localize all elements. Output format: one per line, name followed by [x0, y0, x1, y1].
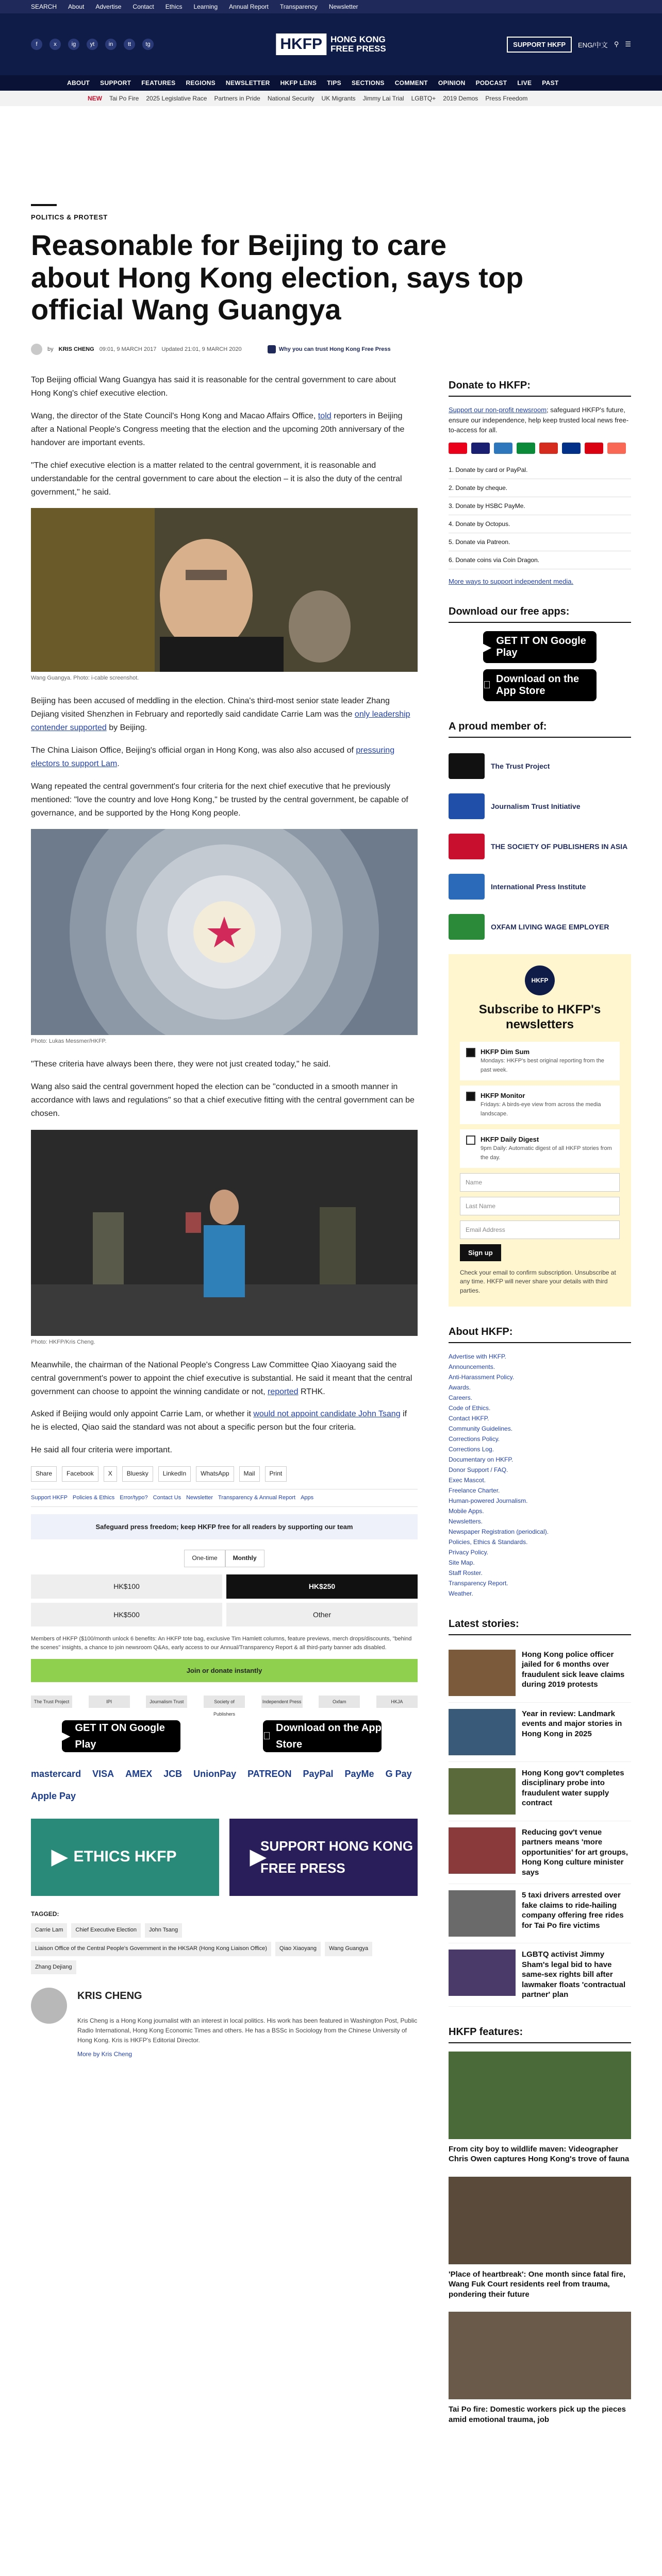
paypal-icon [562, 443, 581, 454]
menu-icon[interactable]: ☰ [625, 40, 631, 48]
promo-banners [31, 1819, 418, 1896]
payment-icons [449, 443, 631, 454]
about-link[interactable]: Donor Support / FAQ. [449, 1466, 508, 1473]
utility-link[interactable]: Annual Report [229, 3, 269, 10]
policy-link[interactable]: Support HKFP [31, 1494, 68, 1501]
member-item[interactable] [449, 867, 631, 907]
latest-story[interactable] [449, 1762, 631, 1821]
member-item[interactable] [449, 907, 631, 947]
newsletter-checkbox[interactable] [466, 1092, 475, 1101]
paragraph: Meanwhile, the chairman of the National People's Congress Law Committee Qiao Xiaoyang said the central government's power to appoint the chief executive is substantial. He said it meant that the central government can choose to appoint the winning candidate or not, reported RTHK. [31, 1360, 412, 1396]
share-button[interactable]: LinkedIn [158, 1466, 191, 1481]
amount-option[interactable]: HK$100 [31, 1574, 222, 1599]
feature-image[interactable] [449, 2052, 631, 2139]
trending-link[interactable]: Press Freedom [485, 95, 528, 102]
about-link[interactable]: Contact HKFP. [449, 1414, 489, 1422]
policy-link[interactable]: Contact Us [153, 1494, 181, 1501]
x-icon[interactable]: x [49, 39, 61, 50]
newsletter-checkbox[interactable] [466, 1048, 475, 1057]
newsletter-name: HKFP Monitor [481, 1091, 525, 1099]
policy-link[interactable]: Policies & Ethics [72, 1494, 115, 1501]
donate-lead-link[interactable]: Support our non-profit newsroom [449, 406, 547, 414]
member-name: International Press Institute [491, 883, 586, 891]
amount-option[interactable]: Other [226, 1603, 418, 1627]
latest-stories [449, 1643, 631, 2007]
paragraph: Beijing has been accused of meddling in the election. China's third-most senior state leader Zhang Dejiang visited Shenzhen in February and reportedly said candidate Carrie Lam was the only leadership contender supported by Beijing. [31, 697, 410, 733]
latest-story[interactable] [449, 1703, 631, 1762]
nav-item[interactable]: OPINION [438, 79, 466, 87]
newsletter-option[interactable] [460, 1042, 620, 1080]
tag-chip[interactable]: Liaison Office of the Central People's Government in the HKSAR (Hong Kong Liaison Office) [31, 1942, 271, 1956]
nav-item[interactable]: PAST [542, 79, 559, 87]
article-body [31, 374, 418, 2437]
nav-item[interactable]: NEWSLETTER [225, 79, 270, 87]
article-header [31, 106, 631, 355]
play-icon: ▶ [250, 1845, 266, 1869]
story-thumbnail[interactable] [449, 1827, 516, 1874]
trust-icon [268, 345, 276, 353]
utility-link[interactable]: Ethics [165, 3, 183, 10]
trending-link[interactable]: 2025 Legislative Race [146, 95, 207, 102]
nav-item[interactable]: TIPS [327, 79, 341, 87]
trust-link-label: Why you can trust Hong Kong Free Press [278, 346, 391, 353]
frequency-toggle [31, 1550, 418, 1567]
payme-icon [585, 443, 603, 454]
about-link[interactable]: Newspaper Registration (periodical). [449, 1528, 549, 1535]
about-link[interactable]: Documentary on HKFP. [449, 1455, 514, 1463]
latest-story[interactable] [449, 1643, 631, 1703]
newsletter-heading: Subscribe to HKFP's newsletters [478, 1003, 601, 1031]
about-link[interactable]: Community Guidelines. [449, 1425, 513, 1432]
story-title[interactable]: Hong Kong gov't completes disciplinary probe into fraudulent water supply contract [522, 1768, 624, 1808]
article-photo-lam [31, 1130, 418, 1336]
share-button[interactable]: Print [265, 1466, 287, 1481]
header-rule [31, 204, 57, 206]
feature-title[interactable]: 'Place of heartbreak': One month since fatal fire, Wang Fuk Court residents reel from trauma, pondering their future [449, 2269, 626, 2299]
member-heading: A proud member of: [449, 715, 631, 738]
utility-link[interactable]: Newsletter [328, 3, 358, 10]
payment-logo: mastercard [31, 1769, 81, 1780]
article-category[interactable]: POLITICS & PROTEST [31, 213, 108, 221]
apple-icon [263, 1728, 271, 1744]
amount-option[interactable]: HK$500 [31, 1603, 222, 1627]
ig-icon[interactable]: ig [68, 39, 79, 50]
feature-story[interactable] [449, 2052, 631, 2164]
unionpay-icon [539, 443, 558, 454]
nav-item[interactable]: SUPPORT [100, 79, 131, 87]
story-title[interactable]: Reducing gov't venue partners means 'more opportunities' for art groups, Hong Kong culture minister says [522, 1827, 628, 1877]
publish-date: 09:01, 9 MARCH 2017 [99, 346, 157, 353]
feature-image[interactable] [449, 2177, 631, 2264]
member-item[interactable] [449, 746, 631, 786]
latest-story[interactable] [449, 1821, 631, 1885]
yt-icon[interactable]: yt [87, 39, 98, 50]
utility-link[interactable]: Contact [133, 3, 154, 10]
support-hkfp-button[interactable]: SUPPORT HKFP [507, 37, 572, 53]
byline [31, 344, 631, 355]
feature-title[interactable]: From city boy to wildlife maven: Videographer Chris Owen captures Hong Kong's trove of fauna [449, 2144, 630, 2164]
utility-bar [0, 0, 662, 13]
newsletter-field[interactable]: Last Name [460, 1197, 620, 1215]
partner-logo[interactable]: Oxfam [319, 1696, 360, 1708]
inline-link[interactable]: pressuring electors to support Lam [31, 745, 395, 768]
paragraph: Wang repeated the central government's four criteria for the next chief executive that he previously mentioned: "love the country and love Hong Kong," be trusted by the central government, be capable of governance, and be supported by the Hong Kong people. [31, 782, 408, 818]
utility-link[interactable]: SEARCH [31, 3, 57, 10]
signup-button[interactable]: Sign up [460, 1244, 501, 1261]
author-box [31, 1988, 418, 2059]
article-title: Reasonable for Beijing to care about Hong Kong election, says top official Wang Guangya [31, 229, 524, 326]
about-link[interactable]: Privacy Policy. [449, 1548, 489, 1556]
masthead-actions [507, 37, 631, 53]
donate-option[interactable]: 2. Donate by cheque. [449, 479, 631, 497]
newsletter-field[interactable]: Name [460, 1173, 620, 1192]
author-avatar[interactable] [31, 1988, 67, 2024]
newsletter-option[interactable] [460, 1086, 620, 1124]
about-links [449, 1351, 631, 1599]
newsletter-logo: HKFP [525, 965, 555, 995]
visa-icon [471, 443, 490, 454]
policy-link[interactable]: Newsletter [186, 1494, 213, 1501]
member-item[interactable] [449, 786, 631, 826]
trending-link[interactable]: Partners in Pride [214, 95, 260, 102]
member-item[interactable] [449, 826, 631, 867]
tag-chip[interactable]: John Tsang [145, 1923, 182, 1938]
share-button[interactable]: Share [31, 1466, 57, 1481]
utility-link[interactable]: Transparency [279, 3, 318, 10]
trending-link[interactable]: Tai Po Fire [109, 95, 139, 102]
donate-option[interactable]: 5. Donate via Patreon. [449, 533, 631, 551]
trending-link[interactable]: Jimmy Lai Trial [362, 95, 404, 102]
partner-logos [31, 1696, 418, 1717]
amount-option[interactable]: HK$250 [226, 1574, 418, 1599]
nav-item[interactable]: REGIONS [186, 79, 216, 87]
about-link[interactable]: Anti-Harassment Policy. [449, 1373, 515, 1381]
amount-options [31, 1574, 418, 1626]
inline-link[interactable]: reported [267, 1387, 299, 1396]
byline-prefix: by [47, 346, 54, 353]
utility-link[interactable]: Advertise [95, 3, 122, 10]
logo-line-2: FREE PRESS [330, 44, 386, 54]
paragraph: "These criteria have always been there, they were not just created today," he said. [31, 1060, 331, 1069]
payment-logo: UnionPay [193, 1769, 237, 1780]
payment-logo: G Pay [385, 1769, 412, 1780]
member-name: OXFAM LIVING WAGE EMPLOYER [491, 923, 609, 931]
nav-item[interactable]: PODCAST [475, 79, 507, 87]
in-icon[interactable]: in [105, 39, 117, 50]
nav-item[interactable]: LIVE [517, 79, 532, 87]
inline-link[interactable]: only leadership contender supported [31, 710, 410, 733]
payment-logo: PayMe [344, 1769, 374, 1780]
paragraph: Top Beijing official Wang Guangya has said it is reasonable for the central government to care about Hong Kong's chief executive election. [31, 376, 396, 398]
donate-option[interactable]: 1. Donate by card or PayPal. [449, 461, 631, 479]
photo-illustration [31, 829, 418, 1035]
payment-logo: PayPal [303, 1769, 334, 1780]
inline-link[interactable]: told [318, 411, 332, 420]
monthly-tab[interactable]: Monthly [225, 1550, 264, 1567]
partner-logo[interactable]: Society of Publishers [204, 1696, 245, 1708]
latest-story[interactable] [449, 1943, 631, 2007]
newsletter-desc: 9pm Daily: Automatic digest of all HKFP stories from the day. [481, 1145, 612, 1161]
about-link[interactable]: Freelance Charter. [449, 1486, 500, 1494]
sidebar-google-play[interactable]: ▶ GET IT ON Google Play [483, 631, 597, 663]
more-by-author-link[interactable]: More by Kris Cheng [77, 2050, 133, 2058]
payment-methods [31, 1767, 418, 1804]
donate-option[interactable]: 3. Donate by HSBC PayMe. [449, 497, 631, 515]
paragraph: He said all four criteria were important. [31, 1446, 172, 1455]
promo-title: ETHICS HKFP [73, 1848, 177, 1866]
member-name: THE SOCIETY OF PUBLISHERS IN ASIA [491, 842, 628, 851]
policy-link[interactable]: Transparency & Annual Report [218, 1494, 296, 1501]
partner-logo[interactable]: HKJA [376, 1696, 418, 1708]
newsletter-desc: Fridays: A birds-eye view from across the media landscape. [481, 1101, 601, 1117]
about-link[interactable]: Awards. [449, 1383, 471, 1391]
story-thumbnail[interactable] [449, 1709, 516, 1755]
play-icon: ▶ [62, 1731, 70, 1742]
partner-logo[interactable]: The Trust Project [31, 1696, 72, 1708]
app-store-button[interactable]: Download on the App Store [263, 1720, 382, 1752]
amex-icon [494, 443, 512, 454]
member-logo [449, 753, 485, 779]
about-link[interactable]: Transparency Report. [449, 1579, 508, 1587]
story-title[interactable]: LGBTQ activist Jimmy Sham's legal bid to have same-sex rights bill after lawmaker floats 'contractual partner' plan [522, 1950, 626, 1999]
about-link[interactable]: Human-powered Journalism. [449, 1497, 528, 1504]
join-donate-button[interactable]: Join or donate instantly [31, 1659, 418, 1682]
newsletter-desc: Mondays: HKFP's best original reporting from the past week. [481, 1057, 604, 1073]
sidebar [449, 374, 631, 2437]
donate-lead: Support our non-profit newsroom; safeguard HKFP's future, ensure our independence, help keep trusted local news free-to-access for all. [449, 406, 629, 434]
photo-caption: Photo: HKFP/Kris Cheng. [31, 1338, 95, 1345]
social-links [31, 39, 154, 50]
about-link[interactable]: Site Map. [449, 1558, 475, 1566]
utility-link[interactable]: About [68, 3, 85, 10]
policy-link[interactable]: Apps [301, 1494, 314, 1501]
policy-links [31, 1489, 418, 1507]
payment-logo: Apple Pay [31, 1791, 76, 1802]
share-button[interactable]: Facebook [62, 1466, 98, 1481]
donate-headline: Safeguard press freedom; keep HKFP free for all readers by supporting our team [31, 1514, 418, 1539]
trust-link[interactable] [268, 345, 391, 353]
share-button[interactable]: Bluesky [122, 1466, 153, 1481]
member-logo [449, 914, 485, 940]
story-title[interactable]: Year in review: Landmark events and major stories in Hong Kong in 2025 [522, 1709, 622, 1738]
author-avatar-small [31, 344, 42, 355]
feature-title[interactable]: Tai Po fire: Domestic workers pick up the pieces amid emotional trauma, job [449, 2405, 626, 2424]
article-photo-ceiling [31, 829, 418, 1035]
nav-item[interactable]: COMMENT [394, 79, 428, 87]
sidebar-app-store[interactable]: Download on the App Store [483, 669, 597, 701]
trending-link[interactable]: National Security [267, 95, 315, 102]
nav-item[interactable]: ABOUT [67, 79, 90, 87]
share-buttons [31, 1466, 418, 1481]
patreon-icon [607, 443, 626, 454]
photo-caption: Wang Guangya. Photo: i-cable screenshot. [31, 675, 139, 682]
paragraph: Wang, the director of the State Council's Hong Kong and Macao Affairs Office, told reporters in Beijing after a National People's Congress meeting that the election and the upcoming 20th anniversary of the handover are important events. [31, 411, 405, 447]
photo-illustration [31, 508, 418, 672]
nav-item[interactable]: FEATURES [141, 79, 176, 87]
updated-date: Updated 21:01, 9 MARCH 2020 [161, 346, 242, 353]
latest-story[interactable] [449, 1884, 631, 1943]
about-link[interactable]: Mobile Apps. [449, 1507, 484, 1515]
language-switch[interactable]: ENG/中文 [578, 41, 608, 49]
promo-ethics[interactable] [31, 1819, 219, 1896]
feature-stories [449, 2052, 631, 2425]
one-time-tab[interactable]: One-time [184, 1550, 225, 1567]
latest-heading: Latest stories: [449, 1612, 631, 1635]
share-button[interactable]: X [104, 1466, 117, 1481]
member-list [449, 746, 631, 947]
share-button[interactable]: Mail [239, 1466, 260, 1481]
newsletter-checkbox[interactable] [466, 1136, 475, 1145]
site-logo[interactable] [276, 33, 386, 55]
play-icon: ▶ [52, 1845, 68, 1869]
logo-mark: HKFP [276, 33, 326, 55]
paragraph: Wang also said the central government hoped the election can be "conducted in a smooth manner in accordance with laws and regulations" so that a chief executive fitting with the central government can be chosen. [31, 1082, 415, 1118]
story-title[interactable]: Hong Kong police officer jailed for 6 months over fraudulent sick leave claims during 2019 protests [522, 1650, 625, 1689]
promo-support[interactable] [229, 1819, 418, 1896]
newsletter-box [449, 954, 631, 1307]
about-link[interactable]: Corrections Log. [449, 1445, 494, 1453]
donate-option[interactable]: 4. Donate by Octopus. [449, 515, 631, 533]
tag-chip[interactable]: Wang Guangya [325, 1942, 372, 1956]
member-logo [449, 874, 485, 900]
about-link[interactable]: Policies, Ethics & Standards. [449, 1538, 528, 1546]
tag-list [31, 1923, 418, 1974]
inline-link[interactable]: would not appoint candidate John Tsang [253, 1410, 401, 1419]
payment-logo: JCB [163, 1769, 183, 1780]
trending-link[interactable]: 2019 Demos [443, 95, 478, 102]
newsletter-field[interactable]: Email Address [460, 1221, 620, 1239]
donate-options [449, 461, 631, 569]
photo-illustration [31, 1130, 418, 1336]
paragraph: Asked if Beijing would only appoint Carrie Lam, or whether it would not appoint candidate John Tsang if he is elected, Qiao said the standard was not about a specific person but the four criteria. [31, 1410, 407, 1432]
masthead [0, 13, 662, 75]
paragraph: The China Liaison Office, Beijing's official organ in Hong Kong, was also also accused of pressuring electors to support Lam. [31, 745, 395, 768]
story-thumbnail[interactable] [449, 1950, 516, 1996]
trending-link[interactable]: UK Migrants [321, 95, 356, 102]
about-link[interactable]: Announcements. [449, 1363, 495, 1370]
story-thumbnail[interactable] [449, 1650, 516, 1696]
author-name[interactable]: KRIS CHENG [77, 1990, 142, 2002]
donate-option[interactable]: 6. Donate coins via Coin Dragon. [449, 551, 631, 569]
about-link[interactable]: Corrections Policy. [449, 1435, 500, 1443]
f-icon[interactable]: f [31, 39, 42, 50]
about-link[interactable]: Advertise with HKFP. [449, 1352, 506, 1360]
about-heading: About HKFP: [449, 1320, 631, 1343]
feature-story[interactable] [449, 2177, 631, 2300]
features-heading: HKFP features: [449, 2020, 631, 2043]
tg-icon[interactable]: tg [142, 39, 154, 50]
partner-logo[interactable]: IPI [89, 1696, 130, 1708]
trending-bar [0, 91, 662, 106]
story-thumbnail[interactable] [449, 1768, 516, 1815]
nav-item[interactable]: SECTIONS [351, 79, 385, 87]
promo-title: SUPPORT HONG KONG FREE PRESS [260, 1838, 413, 1876]
newsletter-name: HKFP Dim Sum [481, 1047, 530, 1056]
jcb-icon [517, 443, 535, 454]
donate-heading: Donate to HKFP: [449, 374, 631, 397]
about-link[interactable]: Newsletters. [449, 1517, 483, 1525]
logo-line-1: HONG KONG [330, 35, 386, 45]
story-thumbnail[interactable] [449, 1890, 516, 1937]
apps-heading: Download our free apps: [449, 600, 631, 623]
story-title[interactable]: 5 taxi drivers arrested over fake claims to ride-hailing company offering free rides for Tai Po fire victims [522, 1891, 624, 1930]
about-link[interactable]: Careers. [449, 1394, 473, 1401]
member-name: The Trust Project [491, 762, 550, 771]
play-icon: ▶ [483, 641, 491, 653]
members-note: Members of HKFP ($100/month unlock 6 benefits: An HKFP tote bag, exclusive Tim Hamlett columns, feature previews, merch drops/discounts, "behind the scenes" insights, a chance to join newsroom Q&As, early access to our Annual/Transparency Report & all third-party banner ads disabled. [31, 1636, 412, 1651]
feature-image[interactable] [449, 2312, 631, 2399]
share-button[interactable]: WhatsApp [196, 1466, 234, 1481]
more-ways-link[interactable]: More ways to support independent media. [449, 577, 574, 585]
trending-new-label: NEW [88, 95, 102, 102]
payment-logo: VISA [92, 1769, 114, 1780]
newsletter-name: HKFP Daily Digest [481, 1135, 539, 1143]
logo-wordmark [330, 35, 386, 54]
nav-item[interactable]: HKFP LENS [280, 79, 317, 87]
article-photo-wang [31, 508, 418, 672]
search-icon[interactable]: ⚲ [614, 40, 619, 48]
member-logo [449, 793, 485, 819]
apple-icon [483, 680, 491, 691]
about-link[interactable]: Exec Mascot. [449, 1476, 486, 1484]
tt-icon[interactable]: tt [124, 39, 135, 50]
tag-chip[interactable]: Chief Executive Election [71, 1923, 141, 1938]
tag-chip[interactable]: Zhang Dejiang [31, 1960, 76, 1975]
policy-link[interactable]: Error/typo? [120, 1494, 148, 1501]
trending-link[interactable]: LGBTQ+ [411, 95, 436, 102]
tag-chip[interactable]: Carrie Lam [31, 1923, 67, 1938]
main-nav [0, 75, 662, 91]
utility-link[interactable]: Learning [193, 3, 218, 10]
member-logo [449, 834, 485, 859]
about-link[interactable]: Staff Roster. [449, 1569, 483, 1577]
about-link[interactable]: Code of Ethics. [449, 1404, 491, 1412]
payment-logo: PATREON [247, 1769, 292, 1780]
partner-logo[interactable]: Journalism Trust [146, 1696, 187, 1708]
photo-caption: Photo: Lukas Messmer/HKFP. [31, 1038, 107, 1045]
feature-story[interactable] [449, 2312, 631, 2425]
member-name: Journalism Trust Initiative [491, 802, 581, 811]
google-play-button[interactable]: ▶ GET IT ON Google Play [62, 1720, 180, 1752]
partner-logo[interactable]: Independent Press [261, 1696, 303, 1708]
newsletter-option[interactable] [460, 1129, 620, 1168]
about-link[interactable]: Weather. [449, 1589, 473, 1597]
app-buttons [31, 1720, 418, 1752]
newsletter-note: Check your email to confirm subscription. Unsubscribe at any time. HKFP will never share your details with third parties. [460, 1268, 616, 1294]
mastercard-icon [449, 443, 467, 454]
paragraph: "The chief executive election is a matter related to the central government, it is reasonable and understandable for the central government to care about the election – it is also the duty of the central government," he said. [31, 461, 402, 497]
author-bio: Kris Cheng is a Hong Kong journalist with an interest in local politics. His work has been featured in Washington Post, Public Radio International, Hong Kong Economic Times and others. He has a BSSc in Sociology from the Chinese University of Hong Kong. Kris is HKFP's Editorial Director. [77, 2016, 418, 2044]
payment-logo: AMEX [125, 1769, 153, 1780]
tags-label: TAGGED: [31, 1910, 59, 1918]
tag-chip[interactable]: Qiao Xiaoyang [275, 1942, 321, 1956]
byline-author[interactable]: KRIS CHENG [58, 346, 94, 353]
